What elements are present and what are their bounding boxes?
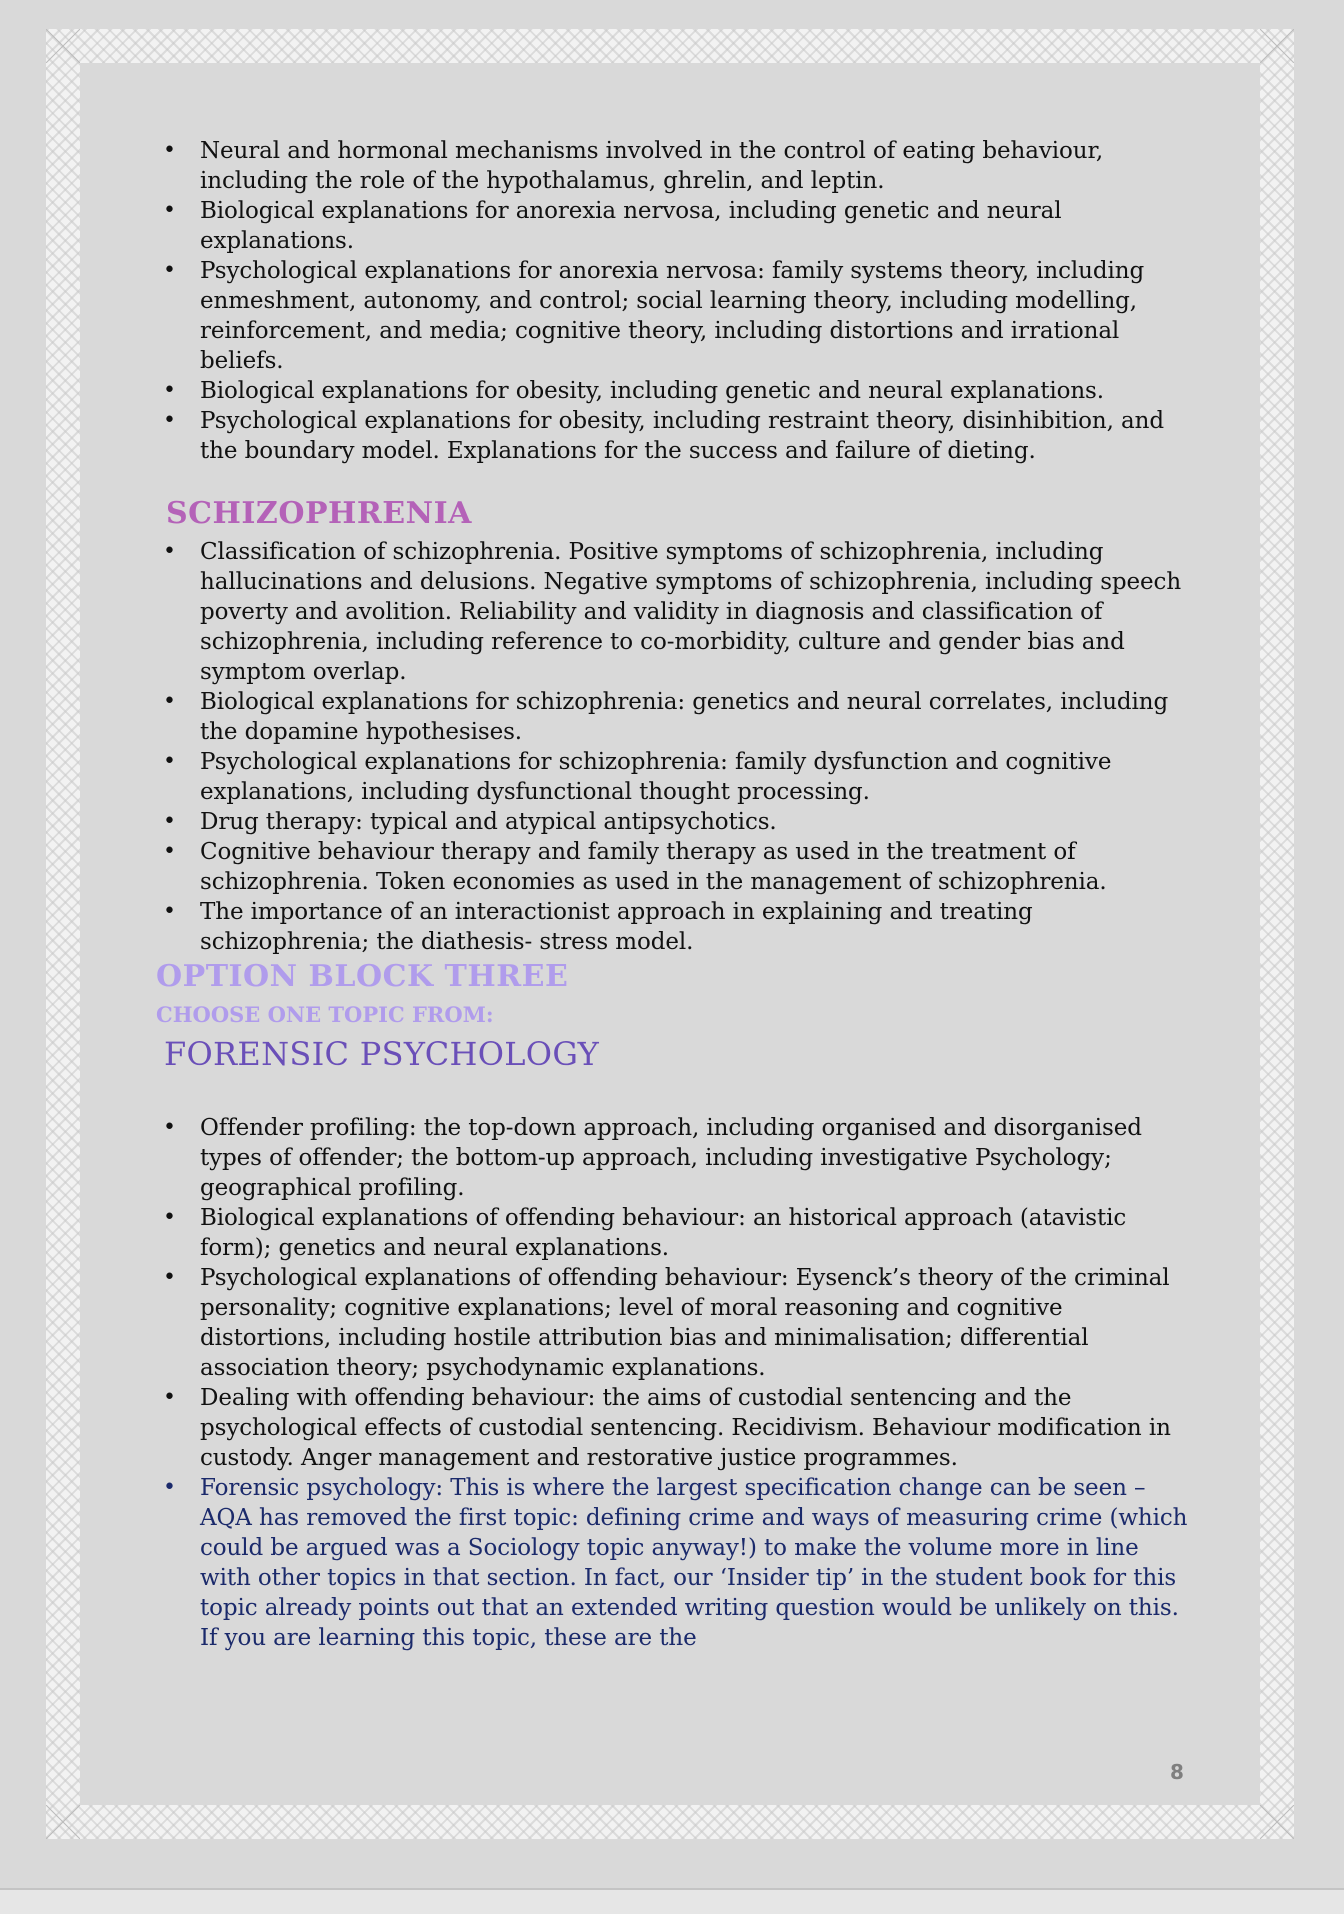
list-item: • Classification of schizophrenia. Positive symptoms of schizophrenia, including hallucinations and delusions. Negative symptoms of schizophrenia, including speech poverty and avolition. Reliability and validity in diagnosis and classification of schizophrenia, including reference to co-morbidity, culture and gender bias and symptom overlap. xyxy=(200,537,1190,687)
choose-topic-subheading: CHOOSE ONE TOPIC FROM: xyxy=(156,1002,494,1027)
forensic-list xyxy=(110,1113,1190,1653)
list-item: • Biological explanations for schizophrenia: genetics and neural correlates, including the dopamine hypothesises. xyxy=(200,687,1190,747)
page-number: 8 xyxy=(1170,1760,1184,1784)
list-item: • Psychological explanations for schizophrenia: family dysfunction and cognitive explanations, including dysfunctional thought processing. xyxy=(200,747,1190,807)
list-item: • Biological explanations of offending behaviour: an historical approach (atavistic form); genetics and neural explanations. xyxy=(200,1203,1190,1263)
bottom-scroll-bar xyxy=(0,1888,1344,1914)
list-item: • Biological explanations for anorexia nervosa, including genetic and neural explanations. xyxy=(200,196,1190,256)
corner-ornament xyxy=(1260,29,1294,63)
list-item: • Psychological explanations for obesity, including restraint theory, disinhibition, and the boundary model. Explanations for the success and failure of dieting. xyxy=(200,406,1190,466)
list-item: • Psychological explanations of offending behaviour: Eysenck’s theory of the criminal personality; cognitive explanations; level of moral reasoning and cognitive distortions, including hostile attribution bias and minimalisation; differential association theory; psychodynamic explanations. xyxy=(200,1263,1190,1383)
corner-ornament xyxy=(1260,1805,1294,1839)
list-item: • Offender profiling: the top-down approach, including organised and disorganised types of offender; the bottom-up approach, including investigative Psychology; geographical profiling. xyxy=(200,1113,1190,1203)
list-item: • Dealing with offending behaviour: the aims of custodial sentencing and the psychological effects of custodial sentencing. Recidivism. Behaviour modification in custody. Anger management and restorative justice programmes. xyxy=(200,1383,1190,1473)
schizophrenia-list xyxy=(110,537,1190,957)
option-block-heading: OPTION BLOCK THREE xyxy=(156,959,569,994)
page-content xyxy=(110,136,1190,1653)
schizophrenia-heading: SCHIZOPHRENIA xyxy=(166,496,472,531)
list-item: • Psychological explanations for anorexia nervosa: family systems theory, including enmeshment, autonomy, and control; social learning theory, including modelling, reinforcement, and media; cognitive theory, including distortions and irrational beliefs. xyxy=(200,256,1190,376)
corner-ornament xyxy=(46,29,80,63)
list-item: • Biological explanations for obesity, including genetic and neural explanations. xyxy=(200,376,1190,406)
list-item: • The importance of an interactionist approach in explaining and treating schizophrenia; the diathesis- stress model. xyxy=(200,897,1190,957)
forensic-psychology-heading: FORENSIC PSYCHOLOGY xyxy=(164,1035,600,1073)
list-item: • Cognitive behaviour therapy and family therapy as used in the treatment of schizophrenia. Token economies as used in the management of schizophrenia. xyxy=(200,837,1190,897)
corner-ornament xyxy=(46,1805,80,1839)
list-item: • Neural and hormonal mechanisms involved in the control of eating behaviour, including the role of the hypothalamus, ghrelin, and leptin. xyxy=(200,136,1190,196)
forensic-note: • Forensic psychology: This is where the largest specification change can be seen – AQA has removed the first topic: defining crime and ways of measuring crime (which could be argued was a Sociology topic anyway!) to make the volume more in line with other topics in that section. In fact, our ‘Insider tip’ in the student book for this topic already points out that an extended writing question would be unlikely on this. If you are learning this topic, these are the xyxy=(200,1473,1190,1653)
list-item: • Drug therapy: typical and atypical antipsychotics. xyxy=(200,807,1190,837)
eating-behaviour-list xyxy=(110,136,1190,466)
